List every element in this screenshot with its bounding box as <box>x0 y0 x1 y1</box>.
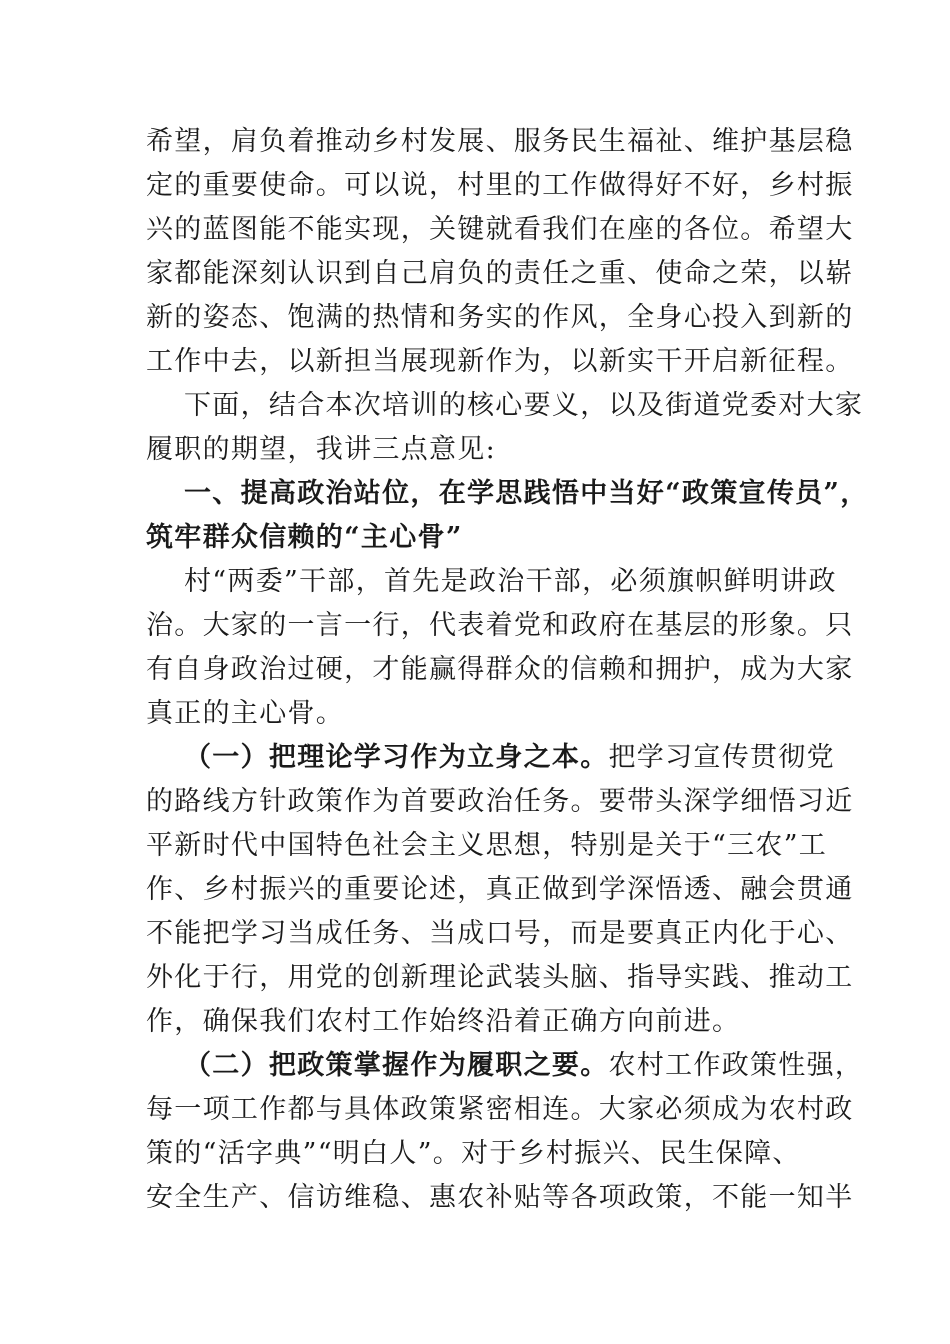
paragraph-line: 策的“活字典”“明白人”。对于乡村振兴、民生保障、 <box>146 1138 801 1169</box>
paragraph-text: 把学习宣传贯彻党 <box>608 742 835 773</box>
paragraph-line: 治。大家的一言一行，代表着党和政府在基层的形象。只 <box>146 610 854 641</box>
paragraph-line <box>184 1044 863 1088</box>
paragraph-line: 作、乡村振兴的重要论述，真正做到学深悟透、融会贯通 <box>146 874 854 905</box>
paragraph-line: 安全生产、信访维稳、惠农补贴等各项政策，不能一知半 <box>146 1182 854 1213</box>
subheading: （二）把政策掌握作为履职之要。 <box>184 1050 609 1081</box>
paragraph-line: 的路线方针政策作为首要政治任务。要带头深学细悟习近 <box>146 786 854 817</box>
paragraph-line: 下面，结合本次培训的核心要义，以及街道党委对大家 <box>184 390 864 421</box>
paragraph-line: 作，确保我们农村工作始终沿着正确方向前进。 <box>146 1006 741 1037</box>
paragraph-line: 希望，肩负着推动乡村发展、服务民生福祉、维护基层稳 <box>146 126 854 157</box>
paragraph-line: 家都能深刻认识到自己肩负的责任之重、使命之荣，以崭 <box>146 258 854 289</box>
paragraph-line: 平新时代中国特色社会主义思想，特别是关于“三农”工 <box>146 830 828 861</box>
paragraph-line: 外化于行，用党的创新理论武装头脑、指导实践、推动工 <box>146 962 854 993</box>
paragraph-line: 工作中去，以新担当展现新作为，以新实干开启新征程。 <box>146 346 854 377</box>
subheading: （一）把理论学习作为立身之本。 <box>184 742 609 773</box>
paragraph-text: 农村工作政策性强， <box>608 1050 864 1081</box>
paragraph-line: 新的姿态、饱满的热情和务实的作风，全身心投入到新的 <box>146 302 854 333</box>
section-heading: 一、提高政治站位，在学思践悟中当好“政策宣传员”， <box>184 478 869 509</box>
paragraph-line: 每一项工作都与具体政策紧密相连。大家必须成为农村政 <box>146 1094 854 1125</box>
paragraph-line: 真正的主心骨。 <box>146 698 345 729</box>
paragraph-line: 有自身政治过硬，才能赢得群众的信赖和拥护，成为大家 <box>146 654 854 685</box>
paragraph-line: 不能把学习当成任务、当成口号，而是要真正内化于心、 <box>146 918 854 949</box>
section-heading: 筑牢群众信赖的“主心骨” <box>146 522 463 553</box>
paragraph-line: 村“两委”干部，首先是政治干部，必须旗帜鲜明讲政 <box>184 566 837 597</box>
paragraph-line: 兴的蓝图能不能实现，关键就看我们在座的各位。希望大 <box>146 214 854 245</box>
paragraph-line: 定的重要使命。可以说，村里的工作做得好不好，乡村振 <box>146 170 854 201</box>
paragraph-line: 履职的期望，我讲三点意见: <box>146 434 496 465</box>
paragraph-line <box>184 736 835 780</box>
